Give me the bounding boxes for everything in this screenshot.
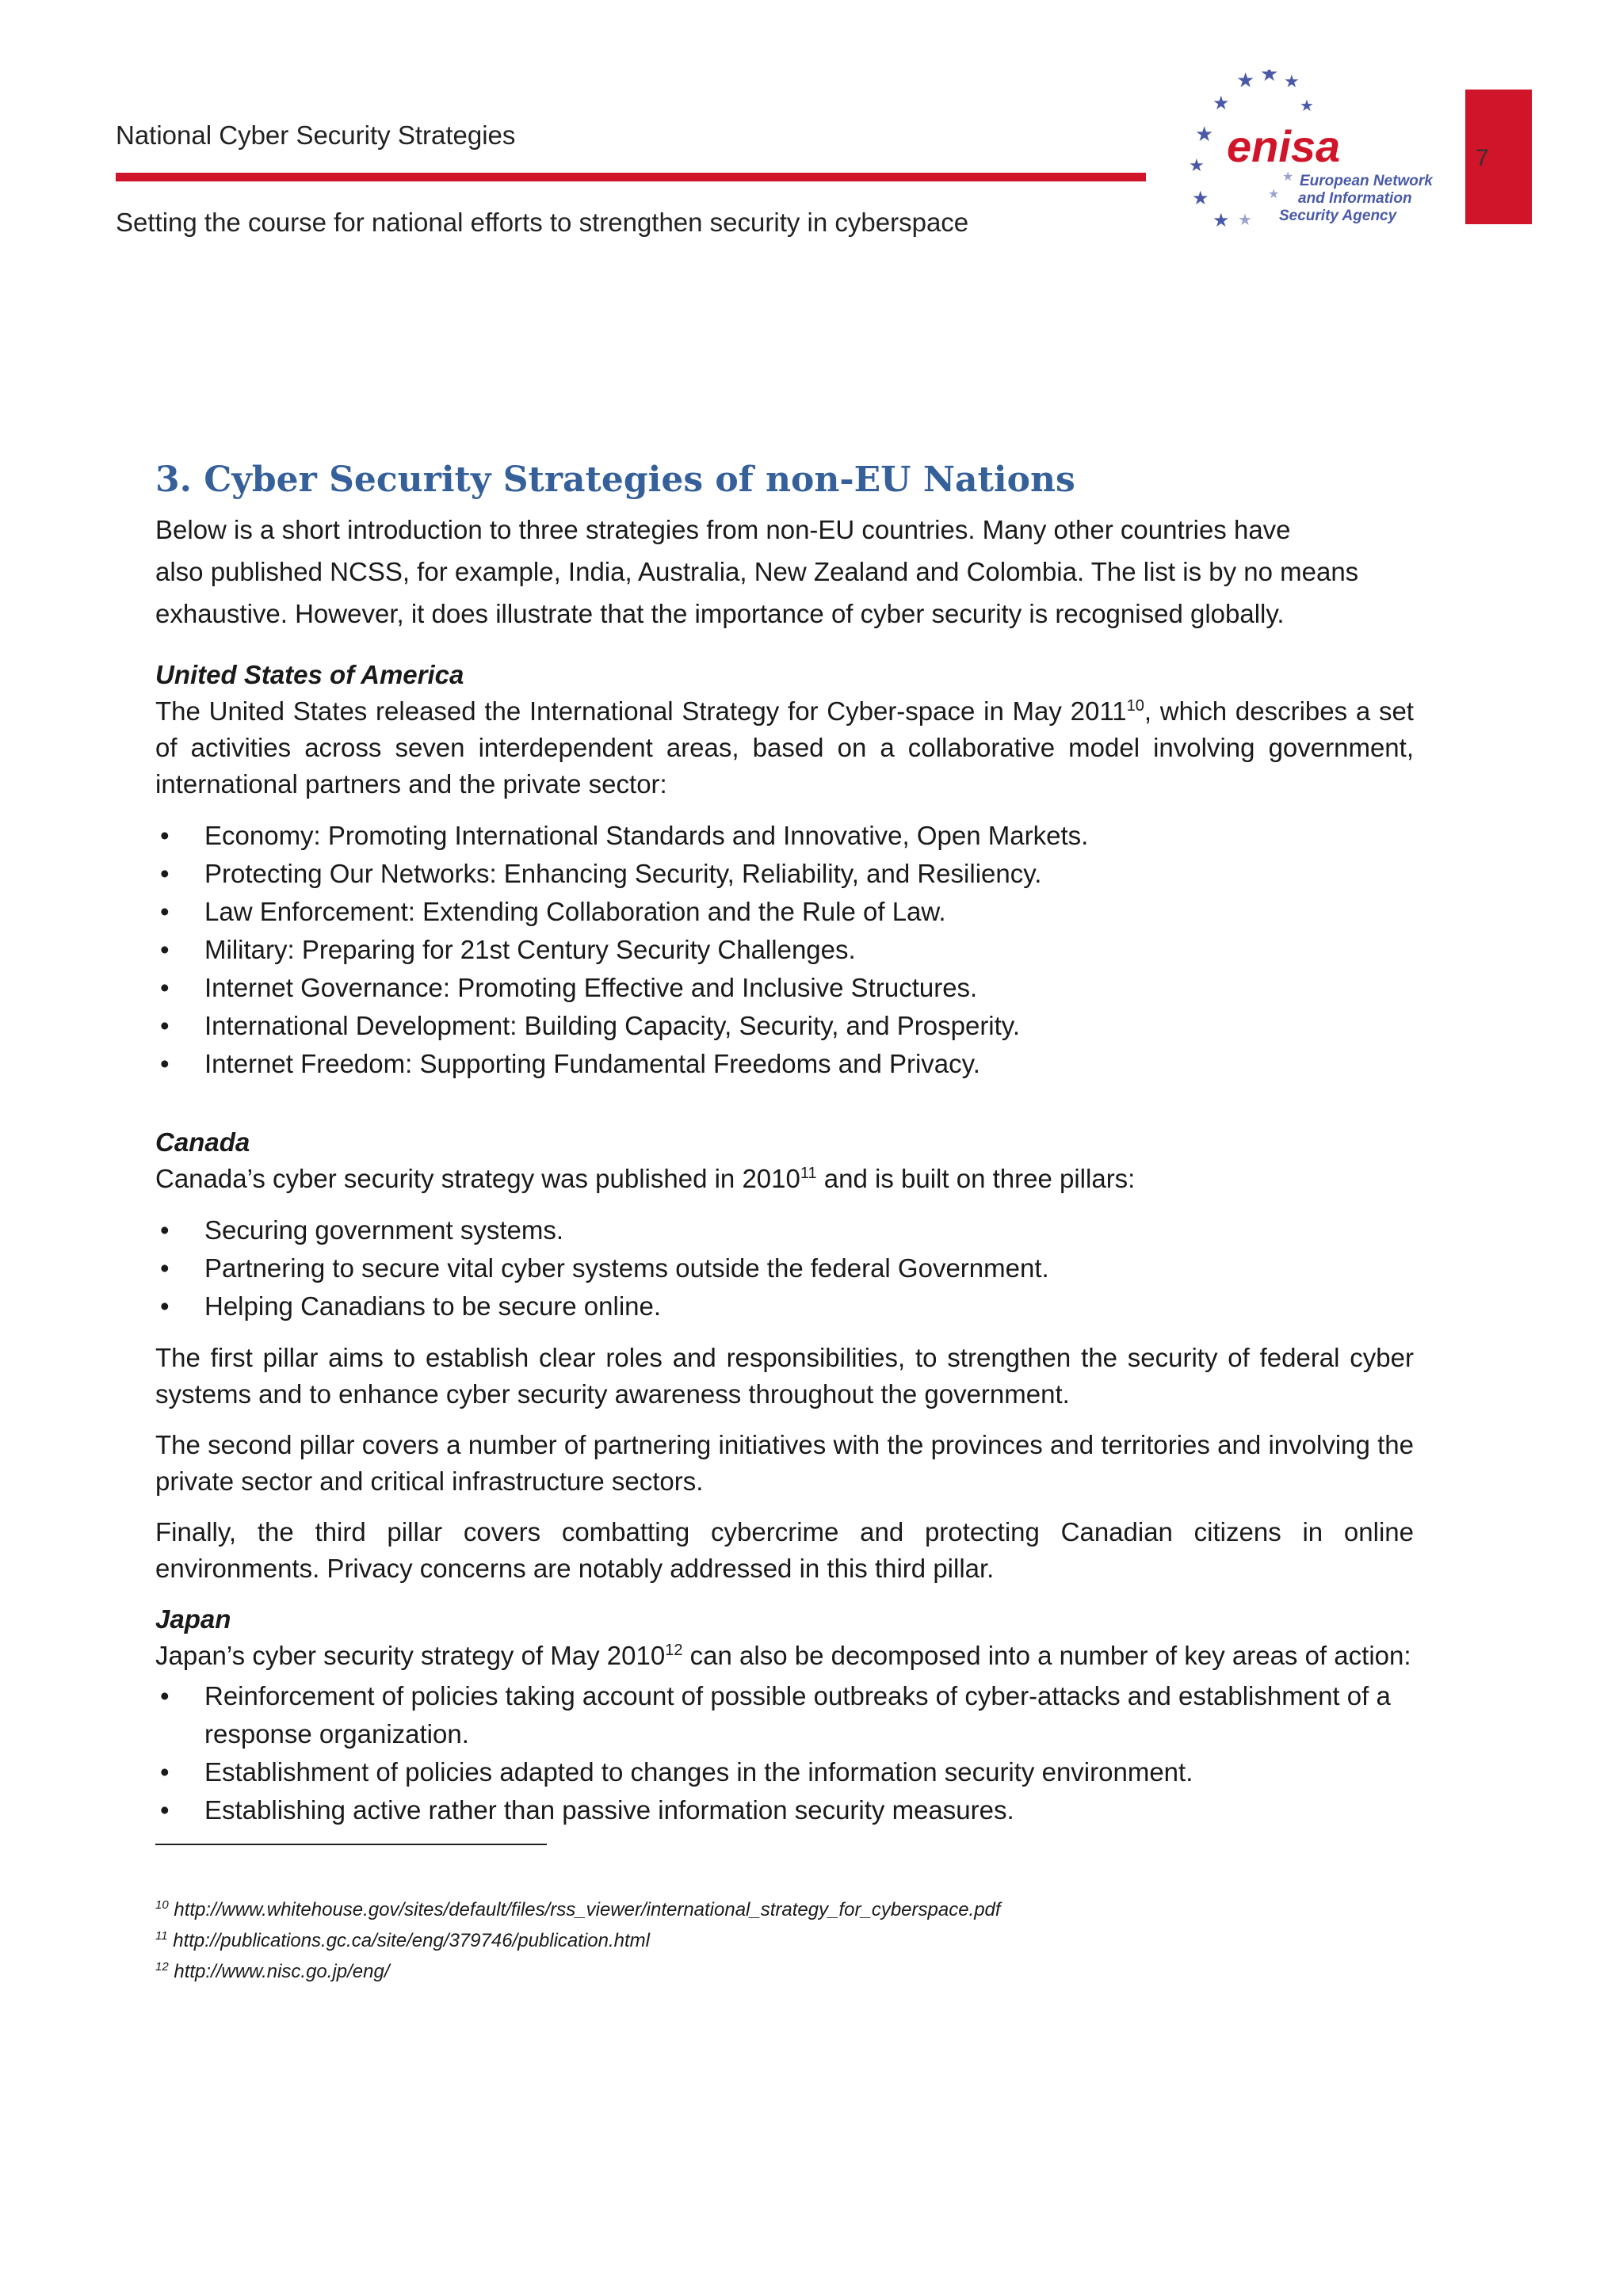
enisa-logo (1181, 70, 1450, 236)
svg-text:★: ★ (1212, 209, 1230, 231)
japan-heading: Japan (155, 1604, 231, 1634)
header-divider (116, 173, 1146, 181)
list-item (155, 893, 1414, 931)
page-body (155, 456, 1414, 1987)
list-item (155, 1287, 1414, 1325)
footnote-divider (155, 1844, 547, 1845)
svg-text:★: ★ (1282, 169, 1294, 184)
usa-bullet-list (155, 817, 1414, 1083)
bullet-icon: • (160, 1795, 170, 1825)
footnote-link[interactable]: http://www.whitehouse.gov/sites/default/files/rss_viewer/international_strategy_for_cyberspace.pdf (174, 1899, 1001, 1920)
footnote-number: 11 (155, 1929, 168, 1943)
footnote-10 (155, 1894, 1414, 1925)
list-item-text: Securing government systems. (204, 1215, 564, 1245)
intro-line: also published NCSS, for example, India, Australia, New Zealand and Colombia. The list is by no means (155, 557, 1359, 586)
list-item-text: Establishing active rather than passive information security measures. (204, 1795, 1014, 1825)
canada-paragraph-text-cont: and is built on three pillars: (816, 1164, 1136, 1193)
list-item (155, 855, 1414, 893)
list-item (155, 969, 1414, 1007)
list-item-text: Military: Preparing for 21st Century Security Challenges. (204, 935, 856, 964)
list-item (155, 1211, 1414, 1249)
bullet-icon: • (160, 821, 170, 850)
list-item (155, 1753, 1414, 1791)
footnote-ref-12: 12 (665, 1642, 683, 1659)
svg-text:★: ★ (1284, 72, 1300, 92)
bullet-icon: • (160, 1253, 170, 1283)
japan-paragraph (155, 1638, 1414, 1674)
list-item-text: Internet Freedom: Supporting Fundamental Freedoms and Privacy. (204, 1049, 980, 1078)
running-header-title: National Cyber Security Strategies (116, 120, 516, 150)
canada-paragraph-text: Canada’s cyber security strategy was published in 2010 (155, 1164, 800, 1193)
usa-heading: United States of America (155, 660, 464, 689)
list-item-text: Establishment of policies adapted to changes in the information security environment. (204, 1757, 1193, 1787)
bullet-icon: • (160, 1215, 170, 1245)
footnote-11 (155, 1925, 1414, 1956)
footnote-12 (155, 1956, 1414, 1987)
usa-paragraph (155, 693, 1414, 803)
list-item-text: Reinforcement of policies taking account of possible outbreaks of cyber-attacks and establishment of a response organization. (204, 1681, 1391, 1749)
list-item-text: International Development: Building Capacity, Security, and Prosperity. (204, 1011, 1021, 1040)
svg-text:★: ★ (1195, 123, 1214, 147)
intro-line: Below is a short introduction to three strategies from non-EU countries. Many other countries have (155, 515, 1291, 544)
svg-text:★: ★ (1189, 156, 1205, 176)
usa-paragraph-text: The United States released the International Strategy for Cyber-space in May 2011 (155, 696, 1127, 726)
bullet-icon: • (160, 973, 170, 1002)
japan-paragraph-text: Japan’s cyber security strategy of May 2010 (155, 1641, 666, 1670)
running-header-subtitle: Setting the course for national efforts to strengthen security in cyberspace (116, 208, 969, 237)
canada-bullet-list (155, 1211, 1414, 1325)
japan-paragraph-text-cont: can also be decomposed into a number of key areas of action: (682, 1641, 1411, 1670)
bullet-icon: • (160, 1681, 170, 1711)
logo-wordmark: enisa (1227, 121, 1341, 171)
canada-pillar-one: The first pillar aims to establish clear roles and responsibilities, to strengthen the security of federal cyber systems and to enhance cyber security awareness throughout the government. (155, 1343, 1414, 1409)
section-heading: 3. Cyber Security Strategies of non-EU Nations (155, 460, 1075, 500)
svg-text:★: ★ (1212, 92, 1230, 114)
svg-text:★: ★ (1236, 70, 1255, 93)
logo-line-2: and Information (1298, 190, 1412, 207)
list-item (155, 1249, 1414, 1287)
bullet-icon: • (160, 897, 170, 926)
bullet-icon: • (160, 1011, 170, 1040)
bullet-icon: • (160, 935, 170, 964)
svg-text:★: ★ (1300, 96, 1314, 115)
footnote-ref-11: 11 (800, 1165, 817, 1182)
list-item (155, 1791, 1414, 1829)
section-intro (155, 509, 1414, 635)
list-item-text: Partnering to secure vital cyber systems outside the federal Government. (204, 1253, 1049, 1283)
footnote-ref-10: 10 (1126, 697, 1144, 715)
bullet-icon: • (160, 1049, 170, 1078)
list-item-text: Internet Governance: Promoting Effective and Inclusive Structures. (204, 973, 978, 1002)
bullet-icon: • (160, 1291, 170, 1321)
list-item (155, 931, 1414, 969)
canada-heading: Canada (155, 1127, 250, 1157)
bullet-icon: • (160, 859, 170, 888)
svg-text:★: ★ (1192, 187, 1209, 209)
list-item-text: Law Enforcement: Extending Collaboration and the Rule of Law. (204, 897, 946, 926)
list-item-text: Economy: Promoting International Standards and Innovative, Open Markets. (204, 821, 1089, 850)
footnote-link[interactable]: http://www.nisc.go.jp/eng/ (174, 1961, 390, 1982)
list-item (155, 1007, 1414, 1045)
logo-line-3: Security Agency (1279, 208, 1397, 224)
japan-bullet-list (155, 1677, 1414, 1829)
svg-text:★: ★ (1268, 186, 1280, 201)
page-number: 7 (1476, 145, 1489, 171)
list-item (155, 817, 1414, 855)
list-item (155, 1045, 1414, 1083)
bullet-icon: • (160, 1757, 170, 1787)
footnote-number: 12 (155, 1960, 169, 1974)
svg-text:★: ★ (1260, 70, 1279, 86)
canada-pillar-three: Finally, the third pillar covers combatting cybercrime and protecting Canadian citizens in online environments. Privacy concerns are notably addressed in this third pillar. (155, 1517, 1414, 1583)
list-item-text: Helping Canadians to be secure online. (204, 1291, 662, 1321)
svg-text:★: ★ (1238, 210, 1252, 229)
enisa-logo-graphic (1181, 70, 1450, 236)
list-item-text: Protecting Our Networks: Enhancing Security, Reliability, and Resiliency. (204, 859, 1042, 888)
footnote-number: 10 (155, 1898, 169, 1912)
usa-paragraph-text-cont: , which describes a set of activities across seven interdependent areas, based on a collaborative model involving government, international partners and the private sector: (155, 696, 1414, 799)
canada-paragraph (155, 1161, 1414, 1197)
list-item (155, 1677, 1414, 1753)
logo-line-1: European Network (1300, 173, 1433, 189)
intro-line: exhaustive. However, it does illustrate that the importance of cyber security is recognised globally. (155, 599, 1285, 628)
canada-pillar-two: The second pillar covers a number of partnering initiatives with the provinces and territories and involving the private sector and critical infrastructure sectors. (155, 1430, 1414, 1496)
footnote-link[interactable]: http://publications.gc.ca/site/eng/379746/publication.html (173, 1930, 650, 1951)
